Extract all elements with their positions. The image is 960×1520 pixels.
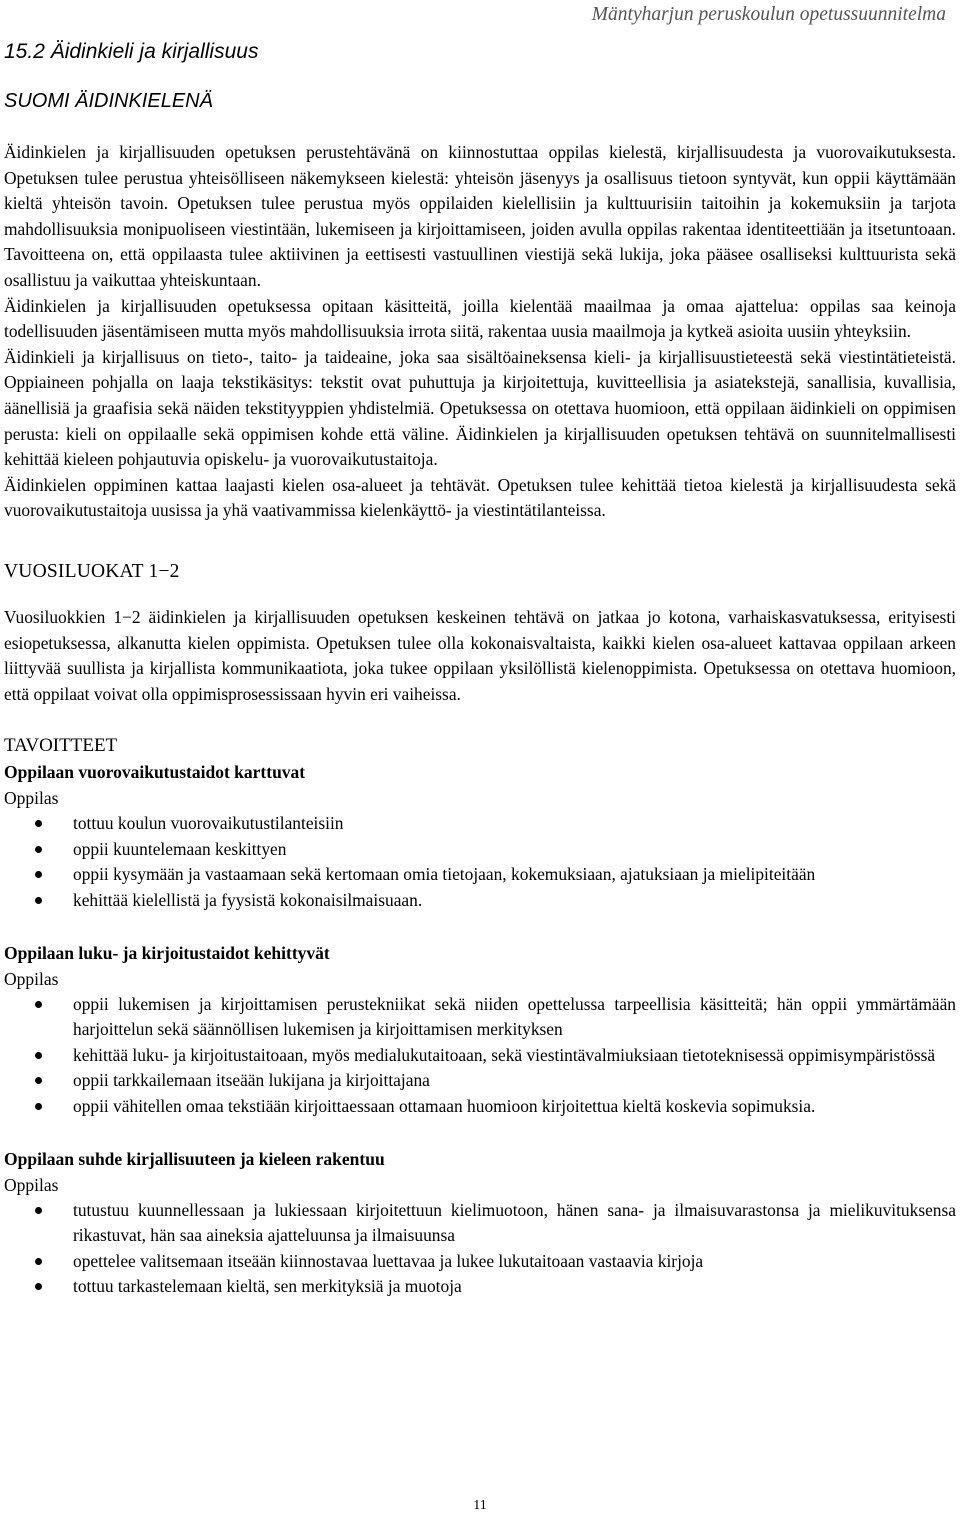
page-number: 11: [473, 1498, 487, 1513]
intro-paragraph: Äidinkielen ja kirjallisuuden opetuksen perustehtävänä on kiinnostuttaa oppilas kielestä, kirjallisuudesta ja vuorovaikutuksesta. Opetuksen tulee perustua yhteisölliseen näkemykseen kielestä: yhteisön jäsenyys ja osallisuus tietoon syntyvät, kun oppii käyttämään kieltä yhteisön tavoin. Opetuksen tulee perustua myös oppilaiden kielellisiin ja kulttuurisiin taitoihin ja kokemuksiin ja tarjota mahdollisuuksia monipuoliseen viestintään, lukemiseen ja kirjoittamiseen, joiden avulla oppilas rakentaa identiteettiään ja itsetuntoaan. Tavoitteena on, että oppilaasta tulee aktiivinen ja eettisesti vastuullinen viestijä sekä lukija, joka pääsee osalliseksi kulttuurista sekä osallistuu ja vaikuttaa yhteiskuntaan.: [4, 142, 956, 290]
goal-list: [4, 1198, 956, 1300]
goal-group-lead: Oppilas: [4, 968, 59, 989]
goal-group: [4, 759, 956, 913]
goal-item: oppii kuuntelemaan keskittyen: [4, 837, 956, 863]
bullet-icon: [35, 846, 42, 853]
goal-group: [4, 1146, 956, 1300]
goal-group-title: Oppilaan vuorovaikutustaidot karttuvat: [4, 762, 306, 783]
bullet-icon: [35, 1283, 42, 1290]
bullet-icon: [35, 1207, 42, 1214]
goal-list: [4, 992, 956, 1120]
goal-list: [4, 811, 956, 913]
goal-item: tottuu tarkastelemaan kieltä, sen merkityksiä ja muotoja: [4, 1274, 956, 1300]
bullet-icon: [35, 1052, 42, 1059]
subject-title: SUOMI ÄIDINKIELENÄ: [4, 90, 213, 112]
intro-paragraph: Äidinkieli ja kirjallisuus on tieto-, taito- ja taideaine, joka saa sisältöaineksensa kieli- ja kirjallisuustieteestä sekä viestintätieteistä. Oppiaineen pohjalla on laaja tekstikäsitys: tekstit ovat puhuttuja ja kirjoitettuja, kuvitteellisia ja asiatekstejä, sanallisia, kuvallisia, äänellisiä ja graafisia sekä näiden tekstityyppien yhdistelmiä. Opetuksessa on otettava huomioon, että oppilaan äidinkieli on oppimisen perusta: kieli on oppilaalle sekä oppimisen kohde että väline. Äidinkielen ja kirjallisuuden opetuksen tehtävä on suunnitelmallisesti kehittää kieleen pohjautuvia opiskelu- ja vuorovaikutustaitoja.: [4, 346, 956, 470]
intro-paragraph: Äidinkielen oppiminen kattaa laajasti kielen osa-alueet ja tehtävät. Opetuksen tulee kehittää tietoa kielestä ja kirjallisuudesta sekä vuorovaikutustaitoja uusissa ja yhä vaativammissa kielenkäyttö- ja viestintätilanteissa.: [4, 474, 956, 521]
goal-item: kehittää luku- ja kirjoitustaitoaan, myös medialukutaitoaan, sekä viestintävalmiuksiaan tietoteknisessä oppimisympäristössä: [4, 1043, 956, 1069]
bullet-icon: [35, 1077, 42, 1084]
section-title: 15.2 Äidinkieli ja kirjallisuus: [4, 40, 259, 63]
document-header-title: Mäntyharjun peruskoulun opetussuunnitelma: [591, 4, 946, 25]
grade-heading: VUOSILUOKAT 1−2: [4, 560, 180, 582]
goal-group-title: Oppilaan luku- ja kirjoitustaidot kehittyvät: [4, 942, 330, 963]
goal-item: oppii lukemisen ja kirjoittamisen perustekniikat sekä niiden opettelussa tarpeellisia käsitteitä; hän oppii ymmärtämään harjoittelun sekä säännöllisen lukemisen ja kirjoittamisen merkityksen: [4, 992, 956, 1043]
goal-group: [4, 940, 956, 1120]
goal-item: opettelee valitsemaan itseään kiinnostavaa luettavaa ja lukee lukutaitoaan vastaavia kirjoja: [4, 1249, 956, 1275]
intro-paragraph: Äidinkielen ja kirjallisuuden opetuksessa opitaan käsitteitä, joilla kielentää maailmaa ja omaa ajattelua: oppilas saa keinoja todellisuuden jäsentämiseen mutta myös mahdollisuuksia irrota siitä, rakentaa uusia maailmoja ja kytkeä asioita uusiin yhteyksiin.: [4, 295, 956, 342]
goal-item: oppii kysymään ja vastaamaan sekä kertomaan omia tietojaan, kokemuksiaan, ajatuksiaan ja mielipiteitään: [4, 862, 956, 888]
goal-group-lead: Oppilas: [4, 788, 59, 809]
bullet-icon: [35, 820, 42, 827]
bullet-icon: [35, 1001, 42, 1008]
document-body: [4, 140, 956, 1300]
goal-group-lead: Oppilas: [4, 1174, 59, 1195]
bullet-icon: [35, 1103, 42, 1110]
goal-item: oppii tarkkailemaan itseään lukijana ja kirjoittajana: [4, 1068, 956, 1094]
goal-group-title: Oppilaan suhde kirjallisuuteen ja kieleen rakentuu: [4, 1148, 385, 1169]
bullet-icon: [35, 897, 42, 904]
bullet-icon: [35, 1258, 42, 1265]
goal-item: tottuu koulun vuorovaikutustilanteisiin: [4, 811, 956, 837]
goal-item: kehittää kielellistä ja fyysistä kokonaisilmaisuaan.: [4, 888, 956, 914]
goal-item: oppii vähitellen omaa tekstiään kirjoittaessaan ottamaan huomioon kirjoitettua kieltä koskevia sopimuksia.: [4, 1094, 956, 1120]
bullet-icon: [35, 871, 42, 878]
goals-heading: TAVOITTEET: [4, 735, 118, 757]
goal-item: tutustuu kuunnellessaan ja lukiessaan kirjoitettuun kielimuotoon, hänen sana- ja ilmaisuvarastonsa ja mielikuvituksensa rikastuvat, hän saa aineksia ajatteluunsa ja ilmaisuunsa: [4, 1198, 956, 1249]
grade-paragraph: Vuosiluokkien 1−2 äidinkielen ja kirjallisuuden opetuksen keskeinen tehtävä on jatkaa jo kotona, varhaiskasvatuksessa, erityisesti esiopetuksessa, alkanutta kielen oppimista. Opetuksen tulee olla kokonaisvaltaista, kaikki kielen osa-alueet kattavaa oppilaan arkeen liittyvää suullista ja kirjallista kommunikaatiota, joka tukee oppilaan yksilöllistä kielenoppimista. Opetuksessa on otettava huomioon, että oppilaat voivat olla oppimisprosessissaan hyvin eri vaiheissa.: [4, 606, 956, 704]
